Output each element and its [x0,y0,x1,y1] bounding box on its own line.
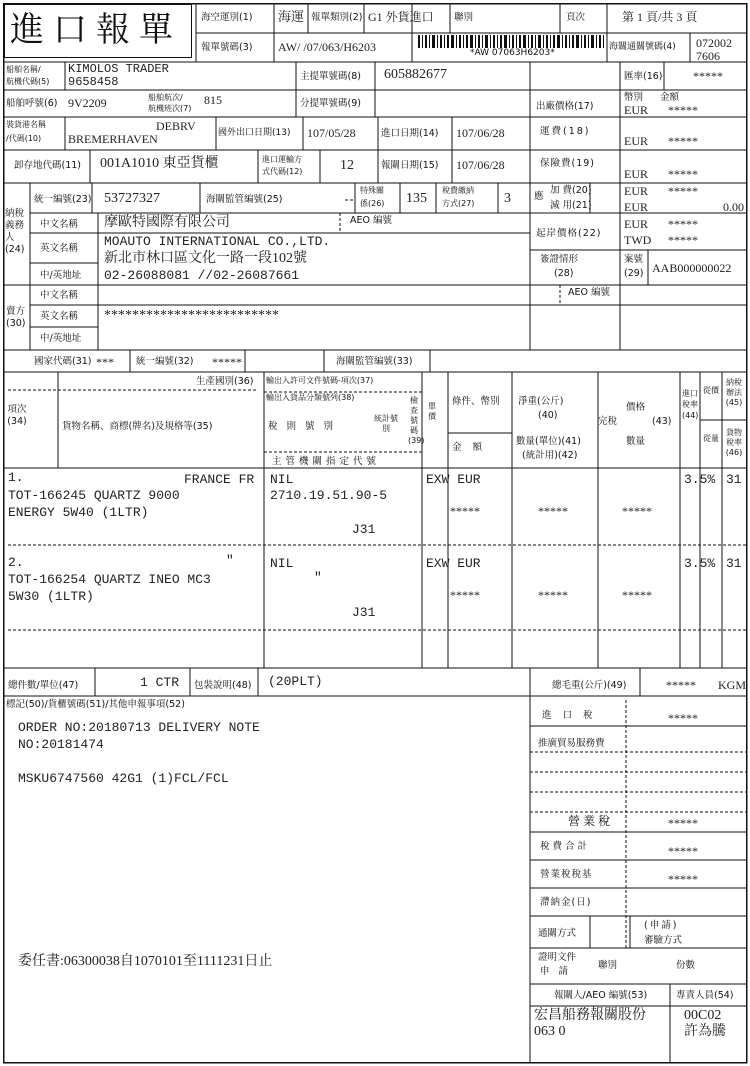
seller-side-label: 賣方(30) [6,306,26,329]
case-label: 案號 [624,254,644,265]
amount-label: 金額 [660,92,680,103]
terms-header: 條件、幣別 [452,396,500,407]
insurance-currency: EUR [624,167,648,181]
importer-cn-name: 摩歐特國際有限公司 [104,215,230,230]
case-number: AAB000000022 [652,261,732,275]
declare-date-label: 報關日期(15) [381,160,439,171]
item-terms: EXW EUR [426,556,481,571]
clearance-label: 通關方式 [538,928,577,939]
net-weight-no: (40) [538,410,558,421]
seller-address-label: 中/英地址 [40,333,82,344]
item-no-header: 項次(34) [7,404,27,427]
qty2-header: 數量 [626,436,646,447]
sub-currency: EUR [624,200,648,214]
declare-date: 107/06/28 [456,158,505,172]
add-fee-label: 加 費(20) [550,185,592,196]
amount-header: 金 額 [452,442,487,453]
transport-mode-value: 海運 [278,9,305,24]
special-label-1: 特殊關 [360,186,384,195]
adjust-label: 應 [534,191,544,202]
importer-address-label: 中/英地址 [40,270,82,281]
currency-label: 幣別 [624,92,644,103]
importer-side-label: 納稅義務人(24) [5,208,25,255]
exchange-rate-value: ***** [693,69,723,83]
broker-name: 宏昌船務報關股份 [534,1008,646,1023]
item-authority-code: J31 [352,605,376,620]
sub-amount: 0.00 [723,200,744,214]
permit-header: 輸出入許可文件號碼-項次(37) [266,376,374,385]
item-tax-method: 31 [726,472,742,487]
tax-method-label-1: 稅費繳納 [442,186,474,195]
tax-method-value: 3 [504,191,511,206]
pack-desc-label: 包裝說明(48) [194,680,252,691]
add-amount: ***** [668,184,698,198]
item-value: ***** [622,504,652,518]
inspect-method-label: 審驗方式 [644,935,683,946]
vessel-name-label-2: 航機代碼(5) [6,77,50,86]
importer-address: 新北市林口區文化一路一段102號 [104,251,307,266]
customs-code-label: 海關通關號碼(4) [609,42,676,52]
declaration-type-value: G1 外貨進口 [368,10,434,24]
special-value: 135 [406,191,427,206]
gross-weight-label: 總毛重(公斤)(49) [552,680,627,691]
seller-uid-label: 統一編號(32) [136,356,194,367]
import-date: 107/06/28 [456,126,505,140]
vessel-code: 9658458 [68,75,119,89]
late-fee-label: 滯納金(日) [540,897,592,908]
voyage-value: 815 [204,93,222,107]
insurance-amount: ***** [668,167,698,181]
customs-code-2: 7606 [696,49,720,63]
exchange-rate-label: 匯率(16) [624,71,663,82]
proof-label: 證明文件 [538,952,577,963]
transport-mode-label: 海空運別(1) [201,12,253,23]
marks-label: 標記(50)/貨櫃號碼(51)/其他申報事項(52) [6,699,185,710]
customs-code-1: 072002 [696,36,732,50]
item-desc-line-2: ENERGY 5W40 (1LTR) [8,505,149,520]
packages-value: 1 CTR [140,675,180,690]
cif-twd: TWD [624,233,652,247]
marks-line-1: ORDER NO:20180713 DELIVERY NOTE [18,720,260,735]
packages-label: 總件數/單位(47) [8,680,79,691]
seller-country-label: 國家代碼(31) [34,356,92,367]
staff-label: 專責人員(54) [676,990,734,1001]
staff-name: 許為騰 [684,1024,726,1039]
item-desc-line-1: TOT-166245 QUARTZ 9000 [8,488,180,503]
importer-cn-name-label: 中文名稱 [40,219,79,230]
inspect-header: 檢查號碼(39) [408,396,425,445]
unit-price-header: 單價 [428,402,436,421]
tax-total-value: ***** [668,844,698,858]
storage-value: 001A1010 東亞貨櫃 [100,156,219,171]
vessel-name-label-1: 船舶名稱/ [6,65,41,74]
cif-eur: EUR [624,217,648,231]
sign-label-2: (28) [554,268,574,279]
item-terms: EXW EUR [426,472,481,487]
business-base-value: ***** [668,872,698,886]
add-currency: EUR [624,184,648,198]
item-duty-rate: 3.5% [684,556,716,571]
importer-en-name: MOAUTO INTERNATIONAL CO.,LTD. [104,234,331,249]
export-date-label: 國外出口日期(13) [218,128,291,138]
bl-label: 主提單號碼(8) [300,71,361,82]
goods-tax-header: 貨物稅率(46) [725,428,743,457]
seller-en-name-label: 英文名稱 [40,311,79,322]
loading-port-label-1: 裝貨港名稱 [6,120,46,129]
import-tax-value: ***** [668,711,698,725]
page-value: 第 1 頁/共 3 頁 [622,10,698,24]
page-label: 頁次 [566,12,586,23]
seller-aeo-label: AEO 編號 [568,287,610,298]
business-tax-value: ***** [668,816,698,830]
item-desc-line-1: TOT-166254 QUARTZ INEO MC3 [8,572,211,587]
barcode [418,35,604,48]
importer-phone: 02-26088081 //02-26087661 [104,268,300,283]
seller-cn-name-label: 中文名稱 [40,290,79,301]
item-permit: NIL [270,556,294,571]
linked-copy-label: 聯別 [598,960,618,971]
fob-currency: EUR [624,103,648,117]
net-weight-header: 淨重(公斤) [518,396,564,407]
import-date-label: 進口日期(14) [381,128,439,139]
item-duty-rate: 3.5% [684,472,716,487]
voyage-label-1: 船舶航次/ [148,93,183,102]
item-tariff: 2710.19.51.90-5 [270,488,388,503]
authority-header: 主管機關指定代號 [272,456,381,467]
item-tariff: " [314,570,322,585]
gross-weight-unit: KGM [718,678,747,692]
gross-weight-value: ***** [666,678,696,692]
importer-en-name-label: 英文名稱 [40,243,79,254]
form-title: 進口報單 [10,10,182,50]
tariff-header: 稅 則 號 別 [268,421,337,432]
transport-code: 12 [340,158,354,173]
import-tax-label: 進 口 稅 [542,710,597,721]
declaration-no-value: AW/ /07/063/H6203 [278,40,377,54]
broker-label: 報關人/AEO 編號(53) [554,990,648,1001]
barcode-text: *AW 07063H6203* [470,48,555,58]
application-label: (申請) [644,920,679,931]
importer-uid: 53727327 [104,191,160,206]
desc-header: 貨物名稱、商標(牌名)及規格等(35) [62,421,213,432]
proof-label-2: 申 請 [540,966,572,977]
item-no: 2. [8,555,24,570]
duty-rate-header: 進口稅率(44) [682,389,699,420]
value-header: 價格 [626,402,646,413]
staff-code: 00C02 [684,1008,722,1023]
voyage-label-2: 航機班次(7) [148,104,192,113]
category-header: 輸出入貨品分類號列(38) [266,393,355,402]
fob-amount: ***** [668,103,698,117]
seller-uid: ***** [212,355,242,369]
business-base-label: 營業稅稅基 [540,869,593,880]
stat-use-header: (統計用)(42) [522,450,578,461]
case-label-2: (29) [624,268,644,279]
item-desc-line-2: 5W30 (1LTR) [8,589,94,604]
item-authority-code: J31 [352,522,376,537]
bl-number: 605882677 [384,67,447,82]
callsign-value: 9V2209 [68,96,107,110]
seller-country: *** [96,355,114,369]
freight-amount: ***** [668,134,698,148]
item-amount: ***** [450,588,480,602]
loading-port-code: DEBRV [156,119,196,133]
declaration-no-label: 報單號碼(3) [201,42,253,53]
item-weight: ***** [538,504,568,518]
item-origin: FRANCE FR [184,472,255,487]
cif-twd-amount: ***** [668,233,698,247]
marks-line-2: NO:20181474 [18,737,104,752]
importer-supervision-label: 海關監管編號(25) [206,194,283,205]
sub-fee-label: 減 用(21) [550,200,592,211]
seller-supervision-label: 海關監管編號(33) [336,356,413,367]
fob-label: 出廠價格(17) [536,101,594,112]
seller-en-name: ************************* [104,308,279,323]
item-tax-method: 31 [726,556,742,571]
linked-label: 聯別 [454,12,474,23]
pack-desc-value: (20PLT) [268,674,323,689]
insurance-label: 保險費(19) [540,158,596,169]
freight-currency: EUR [624,134,648,148]
importer-uid-label: 統一編號(23) [34,194,92,205]
cif-label: 起岸價格(22) [536,228,602,239]
item-origin: " [226,553,234,568]
loading-port-name: BREMERHAVEN [68,132,158,146]
commission-note: 委任書:06300038自1070101至1111231日止 [18,954,273,969]
copies-label: 份數 [676,960,696,971]
item-amount: ***** [450,504,480,518]
vessel-name: KIMOLOS TRADER [68,62,169,76]
marks-line-3: MSKU6747560 42G1 (1)FCL/FCL [18,771,229,786]
callsign-label: 船舶呼號(6) [6,98,58,109]
value-sub-header: 完稅 [598,416,618,427]
loading-port-label-2: /代碼(10) [6,134,42,143]
cif-eur-amount: ***** [668,217,698,231]
item-permit: NIL [270,472,294,487]
tax-method-header: 納稅辦法(45) [725,378,743,407]
ad-quantum-header: 從量 [703,434,719,443]
business-tax-label: 營業稅 [568,814,614,828]
house-bl-label: 分提單號碼(9) [300,98,361,109]
item-no: 1. [8,470,24,485]
transport-code-label-1: 進口運輸方 [262,155,302,164]
declaration-type-label: 報單類別(2) [311,12,363,23]
storage-label: 卸存地代碼(11) [14,160,82,171]
ad-valorem-header: 從價 [703,386,719,395]
freight-label: 運費(18) [540,126,591,137]
importer-aeo-label: AEO 編號 [350,215,392,226]
export-date: 107/05/28 [307,126,356,140]
origin-header: 生產國別(36) [196,376,254,387]
item-value: ***** [622,588,652,602]
broker-code: 063 0 [534,1024,566,1039]
qty-header: 數量(單位)(41) [516,436,581,447]
item-weight: ***** [538,588,568,602]
value-no: (43) [652,416,672,427]
tax-total-label: 稅費合計 [540,841,591,852]
special-label-2: 係(26) [360,199,385,208]
tax-method-label-2: 方式(27) [442,199,475,208]
transport-code-label-2: 式代碼(12) [262,167,303,176]
sign-label: 簽證情形 [540,254,579,265]
stat-header: 統計號別 [374,414,398,433]
trade-fee-label: 推廣貿易服務費 [538,738,605,749]
